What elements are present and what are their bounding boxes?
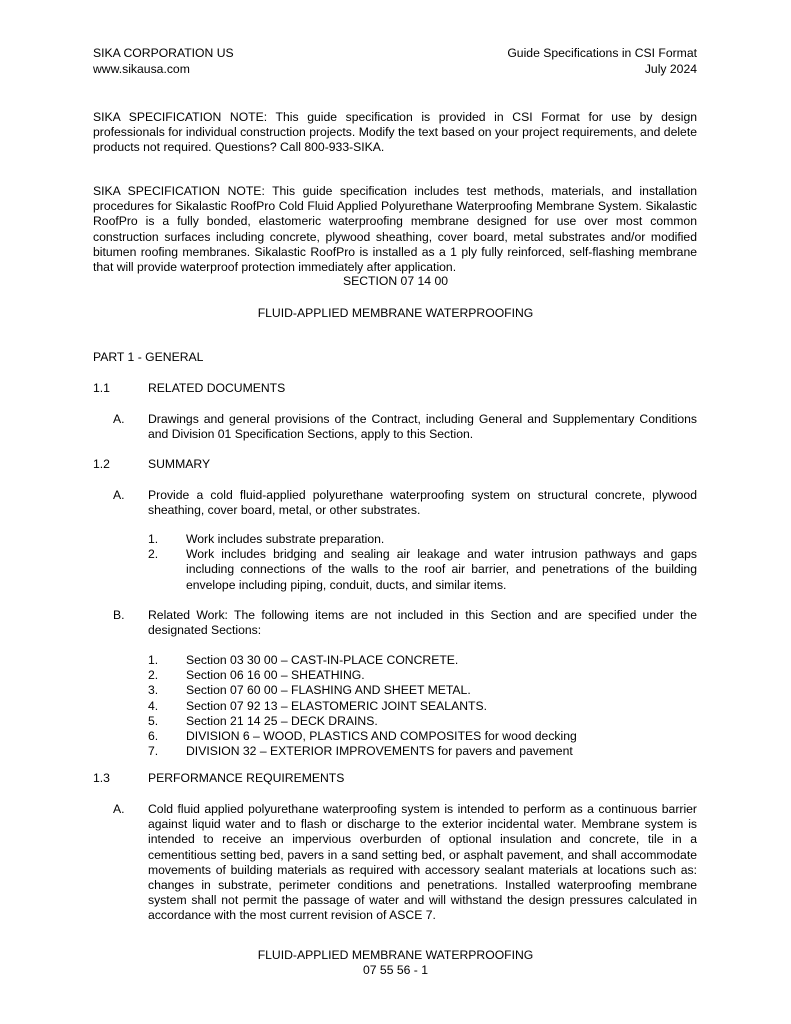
article-number: 1.3 xyxy=(93,771,110,785)
paragraph-text: Provide a cold fluid-applied polyurethane waterproofing system on structural concrete, plywood sheathing, cover board, metal, or other substrates. xyxy=(148,488,697,518)
list-item xyxy=(148,729,697,744)
summary-list xyxy=(148,532,697,593)
paragraph-letter: B. xyxy=(113,608,125,622)
section-title: FLUID-APPLIED MEMBRANE WATERPROOFING xyxy=(257,306,534,320)
list-text: Work includes bridging and sealing air leakage and water intrusion pathways and gaps including connections of the walls to the roof air barrier, and penetrations of the building envelope including piping, conduit, ducts, and similar items. xyxy=(186,547,697,592)
list-number: 4. xyxy=(148,698,159,713)
list-text: Section 07 92 13 – ELASTOMERIC JOINT SEALANTS. xyxy=(186,698,487,713)
list-number: 1. xyxy=(148,532,159,546)
list-item xyxy=(148,668,697,683)
list-number: 3. xyxy=(148,683,159,698)
paragraph-letter: A. xyxy=(113,488,125,502)
section-number: SECTION 07 14 00 xyxy=(343,274,448,288)
list-number: 7. xyxy=(148,744,159,759)
list-number: 1. xyxy=(148,653,159,667)
list-item xyxy=(148,714,697,729)
header-company: SIKA CORPORATION US xyxy=(93,46,234,60)
spec-note-1: SIKA SPECIFICATION NOTE: This guide specification is provided in CSI Format for use by design professionals for individual construction projects. Modify the text based on your project requirements, and delete products not required. Questions? Call 800-933-SIKA. xyxy=(93,110,697,155)
list-text: Work includes substrate preparation. xyxy=(186,532,385,546)
list-text: DIVISION 32 – EXTERIOR IMPROVEMENTS for pavers and pavement xyxy=(186,744,573,759)
list-item xyxy=(148,547,697,593)
list-item xyxy=(148,683,697,698)
list-number: 5. xyxy=(148,713,159,728)
list-item xyxy=(148,699,697,714)
article-title: RELATED DOCUMENTS xyxy=(148,381,286,395)
list-number: 2. xyxy=(148,547,159,562)
spec-note-2: SIKA SPECIFICATION NOTE: This guide specification includes test methods, materials, and installation procedures for Sikalastic RoofPro Cold Fluid Applied Polyurethane Waterproofing Membrane System. Sikalastic RoofPro is a fully bonded, elastomeric waterproofing membrane designed for use over most common construction surfaces including concrete, plywood sheathing, cover board, metal substrates and/or modified bitumen roofing membranes. Sikalastic RoofPro is installed as a 1 ply fully reinforced, self-flashing membrane that will provide waterproof protection immediately after application. xyxy=(93,184,697,275)
paragraph-text: Cold fluid applied polyurethane waterproofing system is intended to perform as a continuous barrier against liquid water and to flash or discharge to the exterior incidental water. Membrane system is intended to receive an impervious overburden of optional insulation and concrete, tile in a cementitious setting bed, pavers in a sand setting bed, or asphalt pavement, and shall accommodate movements of building materials as required with accessory sealant materials at locations such as: changes in substrate, perimeter conditions and penetrations. Installed waterproofing membrane system shall not permit the passage of water and will withstand the design pressures calculated in accordance with the most current revision of ASCE 7. xyxy=(148,802,697,923)
list-text: Section 03 30 00 – CAST-IN-PLACE CONCRETE. xyxy=(186,653,459,667)
footer-title: FLUID-APPLIED MEMBRANE WATERPROOFING xyxy=(257,948,534,962)
article-number: 1.2 xyxy=(93,457,110,471)
article-title: SUMMARY xyxy=(148,457,211,471)
related-work-list xyxy=(148,653,697,759)
article-title: PERFORMANCE REQUIREMENTS xyxy=(148,771,345,785)
list-text: DIVISION 6 – WOOD, PLASTICS AND COMPOSITES for wood decking xyxy=(186,729,577,744)
list-item xyxy=(148,653,697,668)
list-text: Section 06 16 00 – SHEATHING. xyxy=(186,668,365,683)
header-website: www.sikausa.com xyxy=(93,62,190,76)
part-heading: PART 1 - GENERAL xyxy=(93,350,204,364)
paragraph-letter: A. xyxy=(113,412,125,426)
header-date: July 2024 xyxy=(644,62,697,76)
list-item xyxy=(148,532,697,547)
list-item xyxy=(148,744,697,759)
list-number: 2. xyxy=(148,668,159,683)
page-number: 07 55 56 - 1 xyxy=(362,963,429,977)
list-text: Section 21 14 25 – DECK DRAINS. xyxy=(186,713,378,728)
list-text: Section 07 60 00 – FLASHING AND SHEET METAL. xyxy=(186,683,471,698)
list-number: 6. xyxy=(148,729,159,744)
article-number: 1.1 xyxy=(93,381,110,395)
paragraph-text: Drawings and general provisions of the Contract, including General and Supplementary Conditions and Division 01 Specification Sections, apply to this Section. xyxy=(148,412,697,442)
header-doc-type: Guide Specifications in CSI Format xyxy=(507,46,697,60)
paragraph-letter: A. xyxy=(113,802,125,816)
paragraph-text: Related Work: The following items are not included in this Section and are specified under the designated Sections: xyxy=(148,608,697,638)
